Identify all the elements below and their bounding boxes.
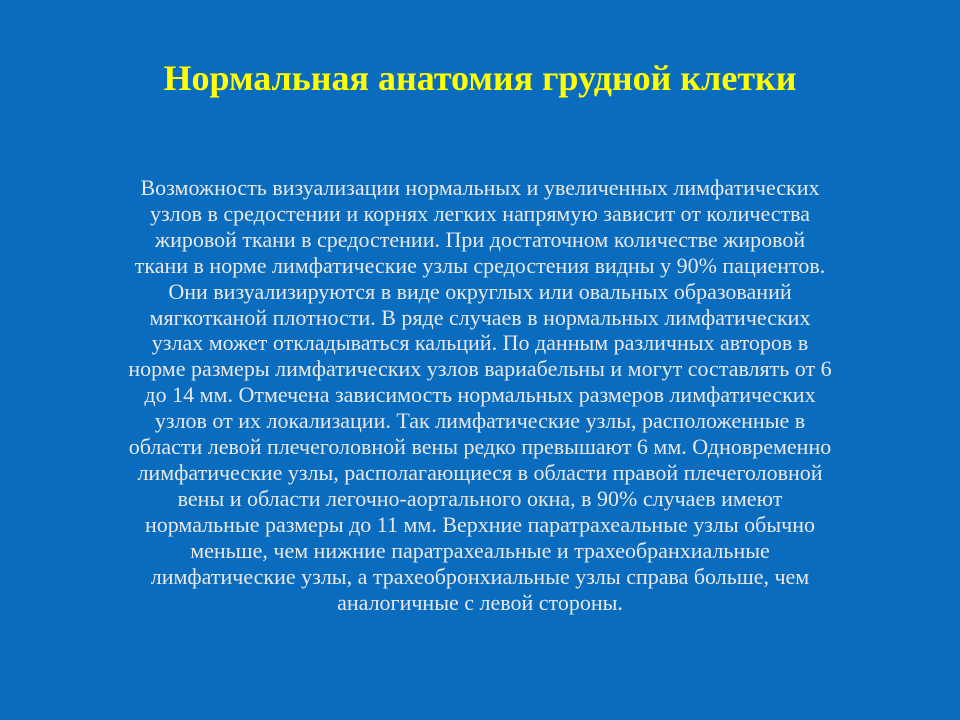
body-line: узлах может откладываться кальций. По данным различных авторов в (151, 330, 809, 356)
body-line: аналогичные с левой стороны. (337, 589, 623, 615)
body-line: Возможность визуализации нормальных и увеличенных лимфатических (140, 175, 820, 200)
body-line: меньше, чем нижние паратрахеальные и трахеобранхиальные (190, 537, 770, 563)
body-line: узлов от их локализации. Так лимфатические узлы, расположенные в (154, 408, 806, 434)
body-line: мягкотканой плотности. В ряде случаев в нормальных лимфатических (149, 304, 811, 330)
body-line: Они визуализируются в виде округлых или овальных образований (168, 278, 792, 304)
body-line: лимфатические узлы, а трахеобронхиальные узлы справа больше, чем (150, 563, 810, 589)
body-line: узлов в средостении и корнях легких напрямую зависит от количества (149, 200, 811, 226)
body-line: лимфатические узлы, располагающиеся в области правой плечеголовной (137, 459, 823, 485)
body-line: ткани в норме лимфатические узлы средостения видны у 90% пациентов. (134, 252, 826, 278)
body-line: до 14 мм. Отмечена зависимость нормальных размеров лимфатических (144, 382, 816, 408)
body-line: области левой плечеголовной вены редко превышают 6 мм. Одновременно (128, 434, 832, 460)
slide-title: Нормальная анатомия грудной клетки (163, 58, 797, 98)
body-line: вены и области легочно-аортального окна, в 90% случаев имеют (177, 485, 783, 511)
body-line: норме размеры лимфатических узлов вариабельны и могут составлять от 6 (128, 356, 832, 382)
body-line: нормальные размеры до 11 мм. Верхние паратрахеальные узлы обычно (144, 511, 815, 537)
body-line: жировой ткани в средостении. При достаточном количестве жировой (154, 226, 806, 252)
slide-body-text (48, 175, 912, 615)
